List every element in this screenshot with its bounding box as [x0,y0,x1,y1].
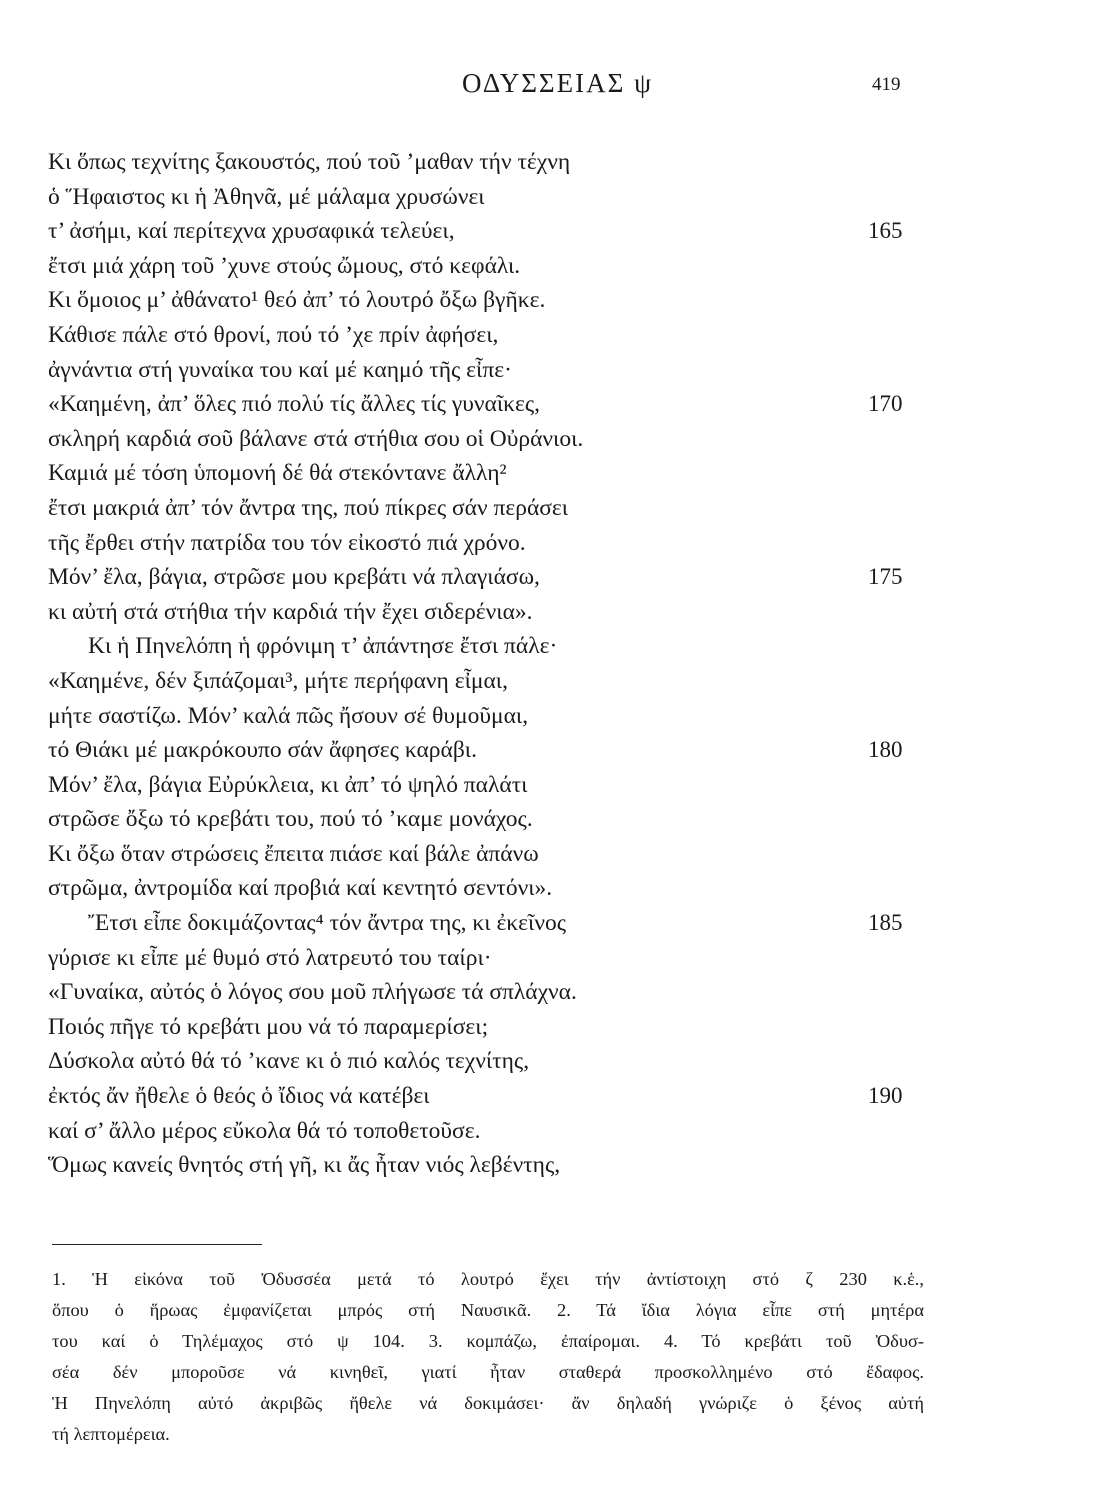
verse-line [48,768,928,803]
verse-text: ἀγνάντια στή γυναίκα του καί μέ καημό τῆς εἶπε· [48,356,512,383]
verse-line [48,560,928,595]
footnote-line: σέα δέν μποροῦσε νά κινηθεῖ, γιατί ἦταν σταθερά προσκολλημένο στό ἔδαφος. [52,1362,924,1382]
verse-line [48,1079,928,1114]
verse-text: Ποιός πῆγε τό κρεβάτι μου νά τό παραμερίσει; [48,1013,489,1040]
verse-line [48,283,928,318]
footnote-line: 1. Ἡ εἰκόνα τοῦ Ὀδυσσέα μετά τό λουτρό ἔχει τήν ἀντίστοιχη στό ζ 230 κ.ἑ., [52,1269,924,1289]
verse-line [48,145,928,180]
verse-block [48,145,928,1183]
verse-text: Κάθισε πάλε στό θρονί, πού τό ’χε πρίν ἀφήσει, [48,321,499,348]
verse-text: «Καημένε, δέν ξιπάζομαι³, μήτε περήφανη εἶμαι, [48,667,509,694]
verse-text: Κι ὅμοιος μ’ ἀθάνατο¹ θεό ἀπ’ τό λουτρό ὄξω βγῆκε. [48,287,546,314]
verse-line [48,802,928,837]
verse-line [48,1114,928,1149]
footnote-line: ὅπου ὁ ἥρωας ἐμφανίζεται μπρός στή Ναυσικᾶ. 2. Τά ἴδια λόγια εἶπε στή μητέρα [52,1300,924,1320]
verse-line [48,249,928,284]
line-number: 190 [868,1083,903,1109]
verse-line [48,871,928,906]
verse-text: στρῶμα, ἀντρομίδα καί προβιά καί κεντητό σεντόνι». [48,875,553,902]
verse-line [48,1044,928,1079]
line-number: 185 [868,910,903,936]
verse-line [48,180,928,215]
verse-text: τ’ ἀσήμι, καί περίτεχνα χρυσαφικά τελεύει, [48,218,455,245]
verse-text: κι αὐτή στά στήθια τήν καρδιά τήν ἔχει σιδερένια». [48,598,533,625]
running-title: ΟΔΥΣΣΕΙΑΣ ψ [462,68,653,98]
verse-text: Κι ὄξω ὅταν στρώσεις ἔπειτα πιάσε καί βάλε ἀπάνω [48,840,539,867]
running-head [0,68,1115,108]
verse-text: σκληρή καρδιά σοῦ βάλανε στά στήθια σου οἱ Οὐράνιοι. [48,425,584,452]
verse-line [48,1148,928,1183]
verse-line [48,387,928,422]
verse-line [48,526,928,561]
line-number: 175 [868,564,903,590]
verse-text: μήτε σαστίζω. Μόν’ καλά πῶς ἤσουν σέ θυμοῦμαι, [48,702,529,729]
verse-text: ἔτσι μιά χάρη τοῦ ’χυνε στούς ὤμους, στό κεφάλι. [48,252,521,279]
footnote-line: του καί ὁ Τηλέμαχος στό ψ 104. 3. κομπάζω, ἐπαίρομαι. 4. Τό κρεβάτι τοῦ Ὀδυσ- [52,1331,924,1351]
line-number: 165 [868,218,903,244]
line-number: 170 [868,391,903,417]
verse-text: Κι ἡ Πηνελόπη ἡ φρόνιμη τ’ ἀπάντησε ἔτσι πάλε· [88,633,558,660]
verse-line [48,629,928,664]
verse-text: ἔτσι μακριά ἀπ’ τόν ἄντρα της, πού πίκρες σάν περάσει [48,494,569,521]
verse-text: Κι ὅπως τεχνίτης ξακουστός, πού τοῦ ’μαθαν τήν τέχνη [48,149,571,175]
verse-text: στρῶσε ὄξω τό κρεβάτι του, πού τό ’καμε μονάχος. [48,806,533,833]
verse-line [48,422,928,457]
verse-text: Ὅμως κανείς θνητός στή γῆ, κι ἄς ἦταν νιός λεβέντης, [48,1152,561,1179]
verse-text: Μόν’ ἔλα, βάγια, στρῶσε μου κρεβάτι νά πλαγιάσω, [48,564,540,591]
verse-line [48,699,928,734]
footnote-line: Ἡ Πηνελόπη αὐτό ἀκριβῶς ἤθελε νά δοκιμάσει· ἄν δηλαδή γνώριζε ὁ ξένος αὐτή [52,1393,924,1413]
verse-text: τό Θιάκι μέ μακρόκουπο σάν ἄφησες καράβι. [48,737,477,764]
line-number: 180 [868,737,903,763]
verse-line [48,664,928,699]
verse-line [48,353,928,388]
verse-text: Δύσκολα αὐτό θά τό ’κανε κι ὁ πιό καλός τεχνίτης, [48,1048,530,1075]
verse-line [48,733,928,768]
verse-line [48,595,928,630]
page-number: 419 [872,74,901,95]
verse-line [48,1010,928,1045]
footnotes [52,1264,924,1450]
verse-text: Ἔτσι εἶπε δοκιμάζοντας⁴ τόν ἄντρα της, κι ἐκεῖνος [88,910,567,937]
verse-line [48,837,928,872]
footnote-divider [52,1244,262,1245]
verse-text: Καμιά μέ τόση ὑπομονή δέ θά στεκόντανε ἄλλη² [48,460,507,487]
verse-line [48,456,928,491]
verse-text: τῆς ἔρθει στήν πατρίδα του τόν εἰκοστό πιά χρόνο. [48,529,526,556]
verse-line [48,941,928,976]
verse-line [48,214,928,249]
verse-text: καί σ’ ἄλλο μέρος εὔκολα θά τό τοποθετοῦσε. [48,1117,481,1144]
verse-text: Μόν’ ἔλα, βάγια Εὐρύκλεια, κι ἀπ’ τό ψηλό παλάτι [48,771,528,798]
verse-line [48,491,928,526]
verse-line [48,975,928,1010]
verse-text: γύρισε κι εἶπε μέ θυμό στό λατρευτό του ταίρι· [48,944,492,971]
verse-line [48,906,928,941]
verse-text: «Καημένη, ἀπ’ ὅλες πιό πολύ τίς ἄλλες τίς γυναῖκες, [48,391,541,418]
verse-text: ὁ Ἥφαιστος κι ἡ Ἀθηνᾶ, μέ μάλαμα χρυσώνει [48,183,485,210]
verse-text: «Γυναίκα, αὐτός ὁ λόγος σου μοῦ πλήγωσε τά σπλάχνα. [48,979,577,1006]
footnote-line: τή λεπτομέρεια. [52,1424,170,1444]
verse-line [48,318,928,353]
verse-text: ἐκτός ἄν ἤθελε ὁ θεός ὁ ἴδιος νά κατέβει [48,1083,430,1110]
